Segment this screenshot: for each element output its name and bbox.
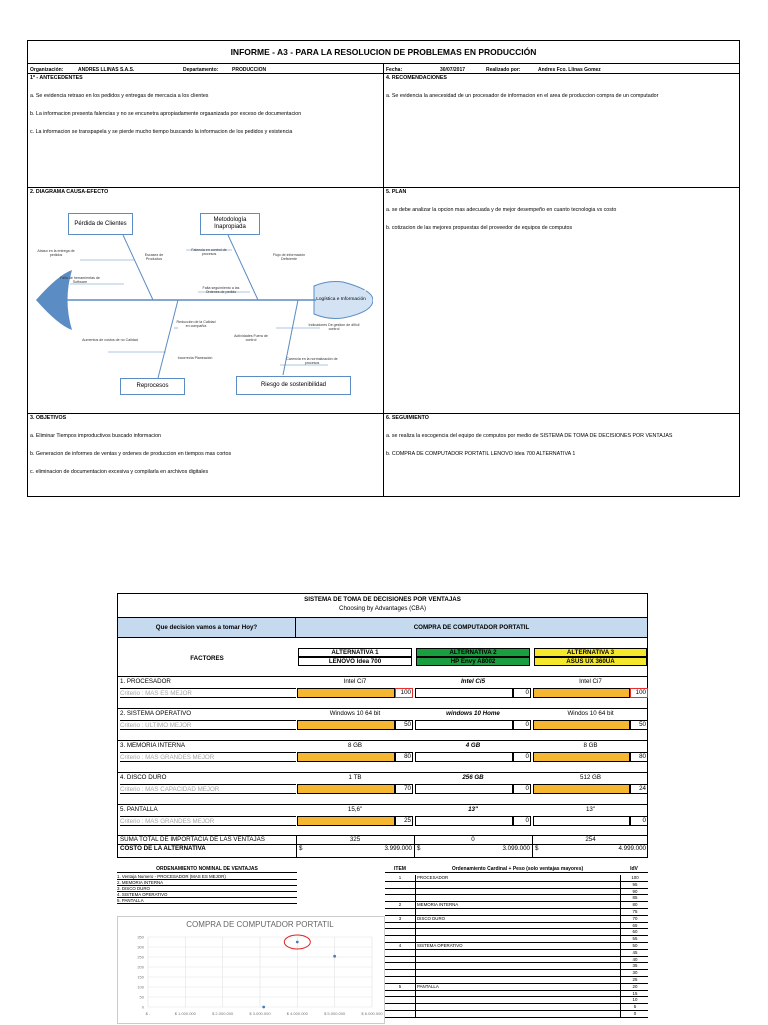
cardinal-item-number: 5: [398, 983, 402, 989]
cardinal-row: [385, 929, 648, 936]
by-value: Andres Fco. Llinas Gomez: [538, 67, 601, 73]
y-tick-label: 300: [137, 944, 144, 950]
cba-factores-label: FACTORES: [190, 655, 224, 662]
cba-table: [117, 593, 648, 858]
score-bar: [533, 720, 630, 730]
factor-value: 8 GB: [347, 742, 363, 749]
cardinal-row: [385, 997, 648, 1004]
nominal-title: ORDENAMIENTO NOMINAL DE VENTAJAS: [117, 866, 297, 873]
by-label: Realizado por:: [486, 67, 521, 73]
factor-name: 5. PANTALLA: [120, 806, 158, 813]
idv-value: 90: [632, 888, 638, 894]
idv-value: 85: [632, 895, 638, 901]
seguimiento-item: a. se realiza la escogencia del equipo de computos por medio de SISTEMA DE TOMA DE DECISIONES POR VENTAJAS: [386, 433, 673, 439]
score-bar: [297, 688, 395, 698]
org-value: ANDRES LLINAS S.A.S.: [78, 67, 135, 73]
idv-value: 45: [632, 949, 638, 955]
cardinal-item-label: MEMORIA INTERNA: [417, 902, 459, 908]
factor-score: 50: [395, 720, 413, 730]
cause-label: Carencia en la normalización de procesos: [286, 357, 338, 366]
cause-box: Pérdida de Clientes: [68, 213, 133, 235]
factor-score: 0: [513, 784, 531, 794]
row-divider: [118, 708, 647, 709]
cause-label: Falta seguimiento a las Ordenes de pedido: [202, 286, 240, 295]
factor-score: 100: [395, 688, 413, 698]
factor-score: 0: [513, 720, 531, 730]
plan-item: a. se debe analizar la opcion mas adecuada y de mejor desempeño en cuanto tecnologia vs costo: [386, 207, 617, 213]
chart-frame: [117, 916, 385, 1024]
cardinal-item-number: 1: [398, 875, 402, 880]
factor-value: Windos 10 64 bit: [567, 710, 614, 717]
antecedentes-item: b. La informacion presenta falencias y no se encunetra apropiadamente orgaanizada por exceso de documentacion: [30, 111, 302, 117]
idv-value: 20: [632, 983, 638, 989]
x-tick-label: $ 4.000.000: [286, 1011, 308, 1016]
factor-name: 1. PROCESADOR: [120, 678, 171, 685]
currency: $: [417, 845, 421, 852]
nominal-item: 1. Ventaja Numero - PROCESADOR (MAS ES MEJOR): [117, 874, 297, 880]
score-bar: [297, 784, 395, 794]
date-value: 30/07/2017: [440, 67, 466, 73]
y-tick-label: 0: [141, 1004, 144, 1010]
dept-value: PRODUCCION: [232, 67, 267, 73]
scatter-chart: [118, 917, 384, 1023]
nominal-item: 2. MEMORIA INTERNA: [117, 880, 297, 886]
cba-title: SISTEMA DE TOMA DE DECISIONES POR VENTAJAS: [304, 596, 461, 603]
score-bar: [297, 816, 395, 826]
idv-value: 75: [632, 909, 638, 914]
alternative-name: HP Envy A8002: [416, 657, 530, 666]
idv-value: 5: [633, 1004, 637, 1010]
factor-value: 15,6": [347, 806, 363, 813]
factor-value: 13": [468, 806, 478, 813]
y-tick-label: 100: [137, 984, 144, 990]
idv-header: IdV: [620, 866, 648, 873]
objetivos-title: 3. OBJETIVOS: [30, 415, 67, 421]
objetivos-item: b. Generacion de informes de ventas y ordenes de produccion en tiempos mas cortos: [30, 451, 232, 457]
date-label: Fecha:: [386, 67, 403, 73]
divider: [383, 64, 384, 496]
column-divider: [415, 875, 416, 1018]
factor-value: 4 GB: [465, 742, 481, 749]
score-bar: [533, 816, 630, 826]
recomendaciones-item: a. Se evidencia la anecesidad de un procesador de informacion en el area de produccion compra de un computador: [386, 93, 659, 99]
score-bar: [415, 688, 513, 698]
y-tick-label: 250: [137, 954, 144, 960]
nominal-item: 5. PANTALLA: [117, 898, 297, 904]
cardinal-row: [385, 882, 648, 889]
cardinal-row: [385, 889, 648, 896]
objetivos-item: c. eliminacion de documentacion excesiva y compilarla en archivos digitales: [30, 469, 209, 475]
row-divider: [118, 804, 647, 805]
alternative-label: ALTERNATIVA 1: [298, 648, 412, 657]
antecedentes-title: 1º - ANTECEDENTES: [30, 75, 83, 81]
cardinal-row: [385, 923, 648, 930]
factor-value: 1 TB: [348, 774, 362, 781]
nominal-item: 4. SISTEMA OPERATIVO: [117, 892, 297, 898]
factor-score: 80: [630, 752, 648, 762]
factor-score: 0: [513, 816, 531, 826]
x-tick-label: $ 6.000.000: [361, 1011, 383, 1016]
idv-value: 10: [632, 997, 638, 1003]
cost-value: 3.099.000: [502, 845, 530, 852]
factor-name: 4. DISCO DURO: [120, 774, 167, 781]
idv-value: 65: [632, 922, 638, 928]
factor-criterio: Criterio : MAS GRANDES MEJOR: [120, 816, 296, 826]
factor-score: 70: [395, 784, 413, 794]
data-point: [333, 955, 336, 958]
org-label: Organización:: [30, 67, 64, 73]
factor-value: 8 GB: [583, 742, 598, 749]
x-tick-label: $ 3.000.000: [249, 1011, 271, 1016]
y-tick-label: 50: [139, 994, 144, 1000]
factor-score: 0: [630, 816, 648, 826]
factor-score: 0: [513, 688, 531, 698]
cause-label: Falencia en control de procesos: [191, 248, 227, 257]
cardinal-item-header: ITEM: [385, 866, 415, 873]
dept-label: Departamento:: [183, 67, 219, 73]
y-tick-label: 350: [137, 934, 144, 940]
antecedentes-item: c. La informacion se transpapela y se pierde mucho tiempo buscando la informacion de los pedidos y existencia: [30, 129, 293, 135]
factor-value: 13": [585, 806, 596, 813]
score-bar: [415, 816, 513, 826]
chart-title: COMPRA DE COMPUTADOR PORTATIL: [186, 920, 334, 929]
recomendaciones-title: 4. RECOMENDACIONES: [386, 75, 447, 81]
idv-value: 55: [632, 936, 638, 942]
factor-criterio: Criterio : ULTIMO MEJOR: [120, 720, 296, 730]
factor-score: 50: [630, 720, 648, 730]
cost-label: COSTO DE LA ALTERNATIVA: [120, 845, 206, 852]
idv-value: 95: [632, 881, 638, 887]
cardinal-row: [385, 963, 648, 970]
factor-value: Intel Ci7: [343, 678, 367, 685]
seguimiento-item: b. COMPRA DE COMPUTADOR PORTATIL LENOVO Idea 700 ALTERNATIVA 1: [386, 451, 576, 457]
alternative-label: ALTERNATIVA 2: [416, 648, 530, 657]
score-bar: [297, 752, 395, 762]
diagrama-title: 2. DIAGRAMA CAUSA-EFECTO: [30, 189, 109, 195]
cost-value: 4.999.000: [618, 845, 646, 852]
sum-value: 325: [349, 836, 361, 843]
objetivos-item: a. Eliminar Tiempos improductivos buscado informacion: [30, 433, 162, 439]
factor-name: 3. MEMORIA INTERNA: [120, 742, 185, 749]
score-bar: [533, 688, 630, 698]
x-tick-label: $ 1.000.000: [174, 1011, 196, 1016]
factor-value: windows 10 Home: [446, 710, 500, 717]
cardinal-item-label: PANTALLA: [417, 983, 439, 989]
factor-score: 100: [630, 688, 648, 698]
cardinal-item-number: 3: [398, 915, 402, 921]
x-tick-label: $ 2.000.000: [212, 1011, 234, 1016]
data-point: [296, 941, 299, 944]
factor-value: Intel Ci5: [460, 678, 486, 685]
factor-value: Intel Ci7: [579, 678, 602, 685]
idv-value: 30: [632, 970, 638, 976]
cause-label: Atraso en la entrega de pedidos: [37, 249, 75, 258]
factor-criterio: Criterio : MAS GRANDES MEJOR: [120, 752, 296, 762]
cardinal-row: [385, 909, 648, 916]
cause-box: Riesgo de sostenibilidad: [236, 376, 351, 395]
factor-criterio: Criterio : MAS ES MEJOR: [120, 688, 296, 698]
cause-label: Aumentos de costos de no Calidad: [82, 338, 138, 342]
factor-value: Windows 10 64 bit: [329, 710, 381, 717]
idv-value: 100: [631, 875, 639, 880]
seguimiento-title: 6. SEGUIMIENTO: [386, 415, 429, 421]
idv-value: 0: [633, 1011, 637, 1016]
cardinal-row: [385, 970, 648, 977]
cost-value: 3.999.000: [384, 845, 412, 852]
alternative-label: ALTERNATIVA 3: [534, 648, 647, 657]
factor-score: 80: [395, 752, 413, 762]
sum-value: 254: [585, 836, 596, 843]
alternative-name: LENOVO Idea 700: [298, 657, 412, 666]
cardinal-row: [385, 950, 648, 957]
cardinal-item-number: 2: [398, 902, 402, 908]
idv-value: 40: [632, 956, 638, 962]
x-tick-label: $ 5.000.000: [324, 1011, 346, 1016]
cause-label: Incorrecta Planeación: [177, 356, 213, 360]
score-bar: [533, 752, 630, 762]
score-bar: [415, 784, 513, 794]
cardinal-row: [385, 1011, 648, 1018]
cardinal-item-label: DISCO DURO: [417, 915, 446, 921]
score-bar: [415, 752, 513, 762]
factor-criterio: Criterio : MAS CAPACIDAD MEJOR: [120, 784, 296, 794]
idv-value: 70: [632, 915, 638, 921]
fishbone-diagram: [28, 200, 373, 405]
cause-label: Indicadores De gestion de difícil control: [308, 323, 360, 332]
cause-label: Falla de herramientas de Software: [60, 276, 100, 285]
idv-value: 50: [632, 943, 638, 948]
antecedentes-item: a. Se evidencia retraso en los pedidos y entregas de mercacia a los clientes: [30, 93, 209, 99]
cause-label: Escasez de Productos: [144, 253, 164, 262]
cardinal-item-number: 4: [398, 943, 402, 948]
cardinal-item-label: SISTEMA OPERATIVO: [417, 943, 463, 948]
cardinal-row: [385, 936, 648, 943]
row-divider: [118, 772, 647, 773]
cardinal-table: [385, 866, 648, 1024]
row-divider: [118, 676, 647, 677]
effect-box: Logística e Información: [316, 290, 366, 310]
factor-score: 0: [513, 752, 531, 762]
plan-item: b. cotizacion de las mejores propuestas del proveedor de equipos de computos: [386, 225, 573, 231]
cba-subtitle: Choosing by Advantages (CBA): [338, 605, 427, 612]
cause-label: Flujo de información Deficiente: [272, 253, 306, 262]
cba-decision: COMPRA DE COMPUTADOR PORTATIL: [296, 617, 647, 638]
idv-value: 60: [632, 929, 638, 935]
plan-title: 5. PLAN: [386, 189, 407, 195]
sum-value: 0: [471, 836, 475, 843]
data-point: [262, 1006, 265, 1009]
row-divider: [118, 740, 647, 741]
y-tick-label: 150: [137, 974, 144, 980]
idv-value: 35: [632, 963, 638, 969]
idv-value: 80: [632, 902, 638, 908]
idv-value: 15: [632, 990, 638, 996]
cardinal-row: [385, 895, 648, 902]
score-bar: [415, 720, 513, 730]
lower-section: [117, 866, 648, 1024]
report-title: INFORME - A3 - PARA LA RESOLUCION DE PROBLEMAS EN PRODUCCIÓN: [28, 41, 739, 64]
currency: $: [535, 845, 539, 852]
cardinal-item-label: PROCESADOR: [417, 875, 449, 880]
cardinal-row: [385, 991, 648, 998]
x-tick-label: $ -: [145, 1011, 151, 1016]
sum-label: SUMA TOTAL DE IMPORTACIA DE LAS VENTAJAS: [120, 836, 265, 843]
factor-name: 2. SISTEMA OPERATIVO: [120, 710, 192, 717]
factor-value: 512 GB: [580, 774, 601, 781]
y-tick-label: 200: [137, 964, 144, 970]
factor-score: 24: [630, 784, 648, 794]
currency: $: [299, 845, 303, 852]
cardinal-row: [385, 977, 648, 984]
column-divider: [620, 875, 621, 1018]
cardinal-title: Ordenamiento Cardinal + Peso (solo ventajas mayores): [415, 866, 620, 873]
cardinal-row: [385, 1004, 648, 1011]
cause-box: Reprocesos: [120, 378, 185, 395]
nominal-item: 3. DISCO DURO: [117, 886, 297, 892]
factor-value: 256 GB: [462, 774, 484, 781]
cba-question: Que decision vamos a tomar Hoy?: [118, 617, 296, 638]
factor-score: 25: [395, 816, 413, 826]
idv-value: 25: [632, 977, 638, 982]
alternative-name: ASUS UX 360UA: [534, 657, 647, 666]
cause-box: Metodología Inapropiada: [200, 213, 260, 235]
cardinal-row: [385, 957, 648, 964]
score-bar: [533, 784, 630, 794]
cause-label: Actividades Fuera de control: [234, 334, 268, 343]
score-bar: [297, 720, 395, 730]
cause-label: Reducción de la Calidad en compañía: [176, 320, 216, 329]
